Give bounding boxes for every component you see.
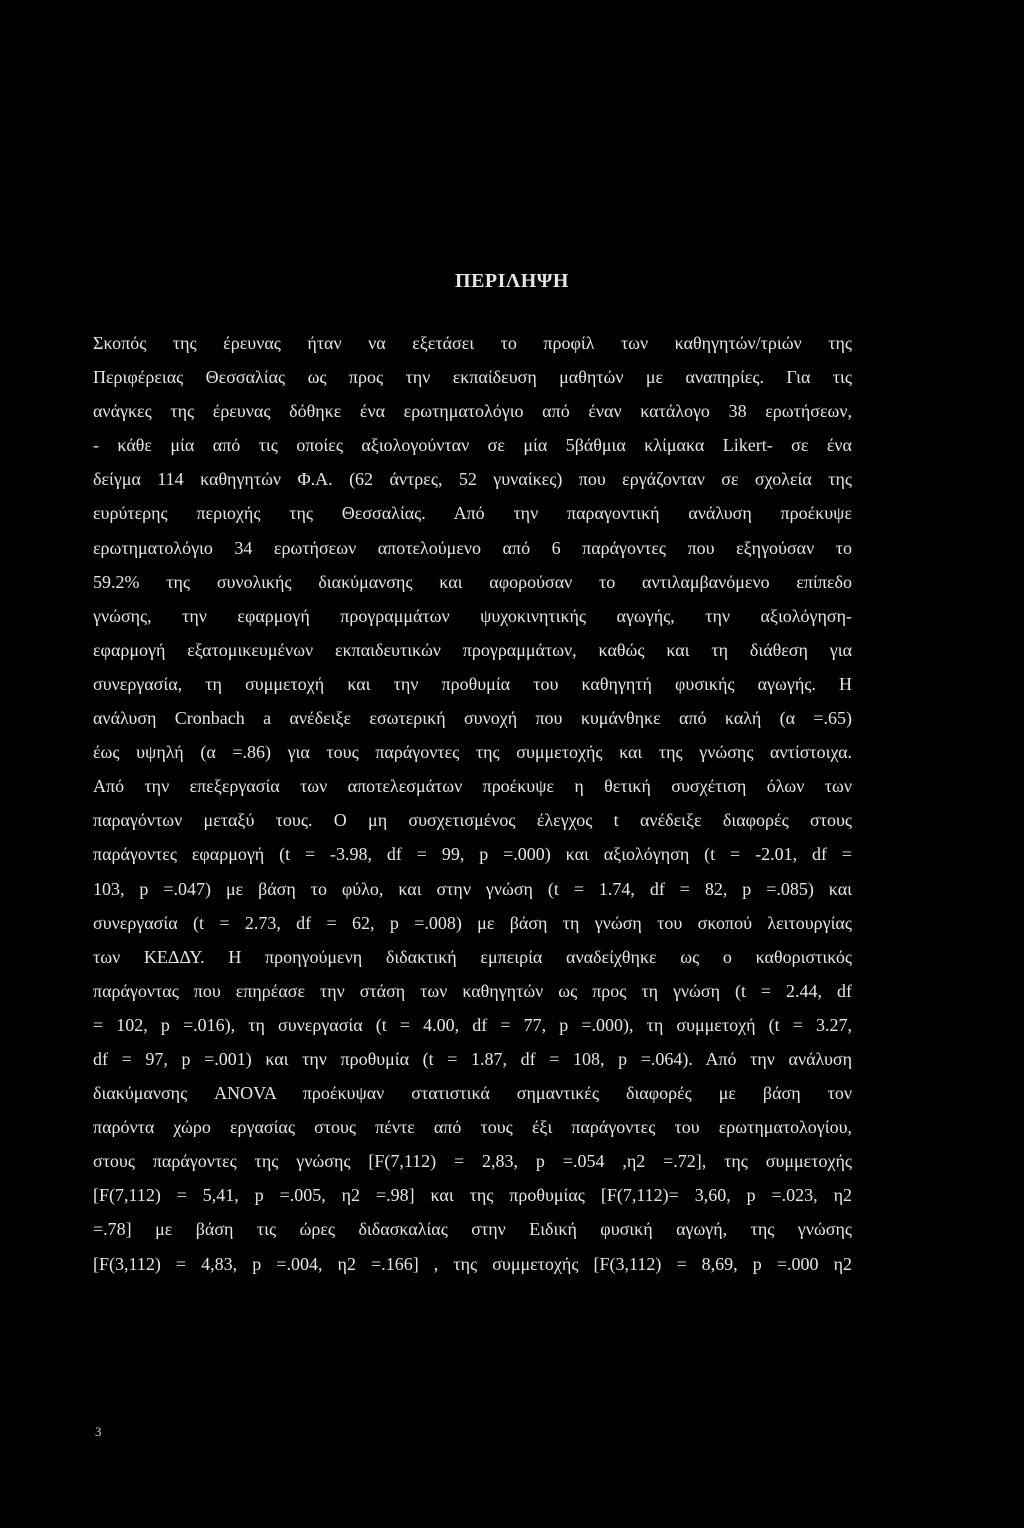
text-line: παρόντα χώρο εργασίας στους πέντε από τους έξι παράγοντες του ερωτηματολογίου, xyxy=(93,1117,852,1138)
page-number: 3 xyxy=(95,1424,102,1439)
text-line: Σκοπός της έρευνας ήταν να εξετάσει το προφίλ των καθηγητών/τριών της xyxy=(93,333,852,353)
page-title: ΠΕΡΙΛΗΨΗ xyxy=(455,270,569,292)
text-line: έως υψηλή (α =.86) για τους παράγοντες της συμμετοχής και της γνώσης αντίστοιχα. xyxy=(93,742,852,763)
text-line: ερωτηματολόγιο 34 ερωτήσεων αποτελούμενο από 6 παράγοντες που εξηγούσαν το xyxy=(93,537,852,558)
text-line: Από την επεξεργασία των αποτελεσμάτων προέκυψε η θετική συσχέτιση όλων των xyxy=(93,776,852,797)
abstract-body xyxy=(93,326,852,1281)
text-line: 103, p =.047) με βάση το φύλο, και στην γνώση (t = 1.74, df = 82, p =.085) και xyxy=(93,878,852,899)
text-line: ανάγκες της έρευνας δόθηκε ένα ερωτηματολόγιο από έναν κατάλογο 38 ερωτήσεων, xyxy=(93,401,852,422)
text-line: παράγοντας που επηρέασε την στάση των καθηγητών ως προς τη γνώση (t = 2.44, df xyxy=(93,980,852,1001)
text-line: γνώσης, την εφαρμογή προγραμμάτων ψυχοκινητικής αγωγής, την αξιολόγηση- xyxy=(93,605,852,626)
text-line: παραγόντων μεταξύ τους. Ο μη συσχετισμένος έλεγχος t ανέδειξε διαφορές στους xyxy=(93,810,852,831)
text-line: εφαρμογή εξατομικευμένων εκπαιδευτικών προγραμμάτων, καθώς και τη διάθεση για xyxy=(93,639,852,660)
text-line: παράγοντες εφαρμογή (t = -3.98, df = 99, p =.000) και αξιολόγηση (t = -2.01, df = xyxy=(93,844,852,865)
text-line: στους παράγοντες της γνώσης [F(7,112) = 2,83, p =.054 ,η2 =.72], της συμμετοχής xyxy=(93,1151,852,1172)
text-line: = 102, p =.016), τη συνεργασία (t = 4.00, df = 77, p =.000), τη συμμετοχή (t = 3.27, xyxy=(93,1014,852,1035)
text-line: 59.2% της συνολικής διακύμανσης και αφορούσαν το αντιλαμβανόμενο επίπεδο xyxy=(93,571,852,592)
text-line: =.78] με βάση τις ώρες διδασκαλίας στην Ειδική φυσική αγωγή, της γνώσης xyxy=(93,1219,852,1240)
text-line: - κάθε μία από τις οποίες αξιολογούνταν σε μία 5βάθμια κλίμακα Likert- σε ένα xyxy=(93,435,852,456)
text-line: δείγμα 114 καθηγητών Φ.Α. (62 άντρες, 52 γυναίκες) που εργάζονταν σε σχολεία της xyxy=(93,469,852,490)
text-line: των ΚΕΔΔΥ. Η προηγούμενη διδακτική εμπειρία αναδείχθηκε ως ο καθοριστικός xyxy=(93,946,852,967)
text-line: διακύμανσης ANOVA προέκυψαν στατιστικά σημαντικές διαφορές με βάση τον xyxy=(93,1083,852,1104)
text-line: συνεργασία, τη συμμετοχή και την προθυμία του καθηγητή φυσικής αγωγής. Η xyxy=(93,673,852,694)
text-line: ευρύτερης περιοχής της Θεσσαλίας. Από την παραγοντική ανάλυση προέκυψε xyxy=(93,503,852,524)
text-line: [F(7,112) = 5,41, p =.005, η2 =.98] και της προθυμίας [F(7,112)= 3,60, p =.023, η2 xyxy=(93,1185,852,1206)
text-line: [F(3,112) = 4,83, p =.004, η2 =.166] , της συμμετοχής [F(3,112) = 8,69, p =.000 η2 xyxy=(93,1253,852,1274)
text-line: ανάλυση Cronbach a ανέδειξε εσωτερική συνοχή που κυμάνθηκε από καλή (α =.65) xyxy=(93,708,852,729)
text-line: συνεργασία (t = 2.73, df = 62, p =.008) με βάση τη γνώση του σκοπού λειτουργίας xyxy=(93,912,852,933)
text-line: df = 97, p =.001) και την προθυμία (t = 1.87, df = 108, p =.064). Από την ανάλυση xyxy=(93,1048,852,1069)
text-line: Περιφέρειας Θεσσαλίας ως προς την εκπαίδευση μαθητών με αναπηρίες. Για τις xyxy=(93,367,852,388)
